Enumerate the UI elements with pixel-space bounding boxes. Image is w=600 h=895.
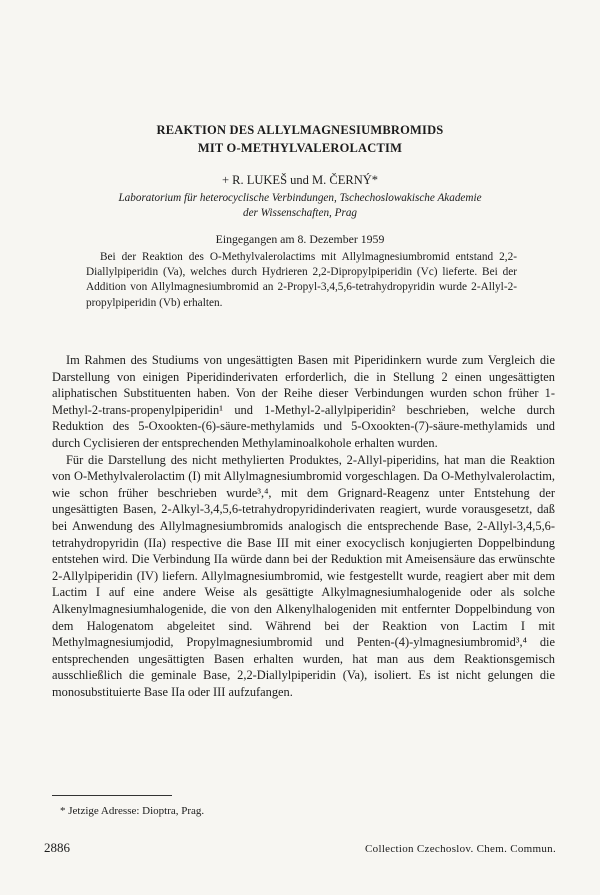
- article-title: [0, 121, 600, 157]
- journal-name: Collection Czechoslov. Chem. Commun.: [365, 843, 556, 855]
- affiliation-line-2: der Wissenschaften, Prag: [242, 207, 358, 219]
- body-paragraph-2: Für die Darstellung des nicht methylierten Produktes, 2-Allyl-piperidins, hat man die Reaktion von O-Methylvalerolactim (I) mit Allylmagnesiumbromid vorgeschlagen. Da O-Methylvalerolactim, wie schon früher beschrieben wurde³,⁴, mit dem Grignard-Reagenz unter Entstehung der ungesättigten Basen, 2-Alkyl-3,4,5,6-tetrahydropyridinderivaten reagiert, wurde vorausgesetzt, daß bei Anwendung des Allylmagnesiumbromids analogisch die entsprechende Base, 2-Allyl-3,4,5,6-tetrahydropyridin (IIa) respective die Base III mit einer exocyclisch konjugierten Doppelbindung entstehen wird. Die Verbindung IIa würde dann bei der Reduktion mit Ameisensäure das erwünschte 2-Allylpiperidin (IV) liefern. Allylmagnesiumbromid, wie festgestellt wurde, reagiert aber mit dem Lactim I auf eine andere Weise als gesättigte Alkylmagnesiumhalogenide oder als solche Alkenylmagnesiumhalogenide, die von den Alkenylhalogeniden mit entfernter Doppelbindung von dem Halogenatom abgeleitet sind. Während bei der Reaktion von Lactim I mit Methylmagnesiumjodid, Propylmagnesiumbromid und Penten-(4)-ylmagnesiumbromid³,⁴ die entsprechenden ungesättigten Basen erhalten wurden, hat man aus dem Reaktionsgemisch ausschließlich die geminale Base, 2,2-Diallylpiperidin (Va), isoliert. Es ist nicht gelungen die monosubstituierte Base IIa oder III aufzufangen.: [52, 452, 555, 699]
- received-date: Eingegangen am 8. Dezember 1959: [215, 232, 385, 246]
- abstract: Bei der Reaktion des O-Methylvalerolactims mit Allylmagnesiumbromid entstand 2,2-Diallylpiperidin (Va), welches durch Hydrieren 2,2-Dipropylpiperidin (Vc) lieferte. Bei der Addition von Allylmagnesiumbromid an 2-Propyl-3,4,5,6-tetrahydropyridin wurde 2-Allyl-2-propylpiperidin (Vb) erhalten.: [86, 251, 517, 309]
- body-text: [52, 352, 555, 700]
- title-line-2: MIT O-METHYLVALEROLACTIM: [197, 141, 403, 155]
- page-number: 2886: [44, 840, 70, 855]
- affiliation-line-1: Laboratorium für heterocyclische Verbindungen, Tschechoslowakische Akademie: [118, 192, 482, 204]
- body-paragraph-1: Im Rahmen des Studiums von ungesättigten Basen mit Piperidinkern wurde zum Vergleich die Darstellung von einigen Piperidinderivaten erforderlich, die in Stellung 2 einen ungesättigten aliphatischen Substituenten haben. Von der Reihe dieser Verbindungen wurden schon früher 1-Methyl-2-trans-propenylpiperidin¹ und 1-Methyl-2-allylpiperidin² beschrieben, welche durch Reduktion des 5-Oxookten-(6)-säure-methylamids und 5-Oxookten-(7)-säure-methylamids und durch Cyclisieren der entsprechenden Methylaminoalkohole erhalten wurden.: [52, 353, 555, 450]
- title-line-1: REAKTION DES ALLYLMAGNESIUMBROMIDS: [156, 123, 444, 137]
- footnote-rule: [52, 795, 172, 796]
- footnote: * Jetzige Adresse: Dioptra, Prag.: [60, 805, 205, 817]
- author-line: + R. LUKEŠ und M. ČERNÝ*: [221, 173, 379, 187]
- affiliation: [60, 191, 540, 221]
